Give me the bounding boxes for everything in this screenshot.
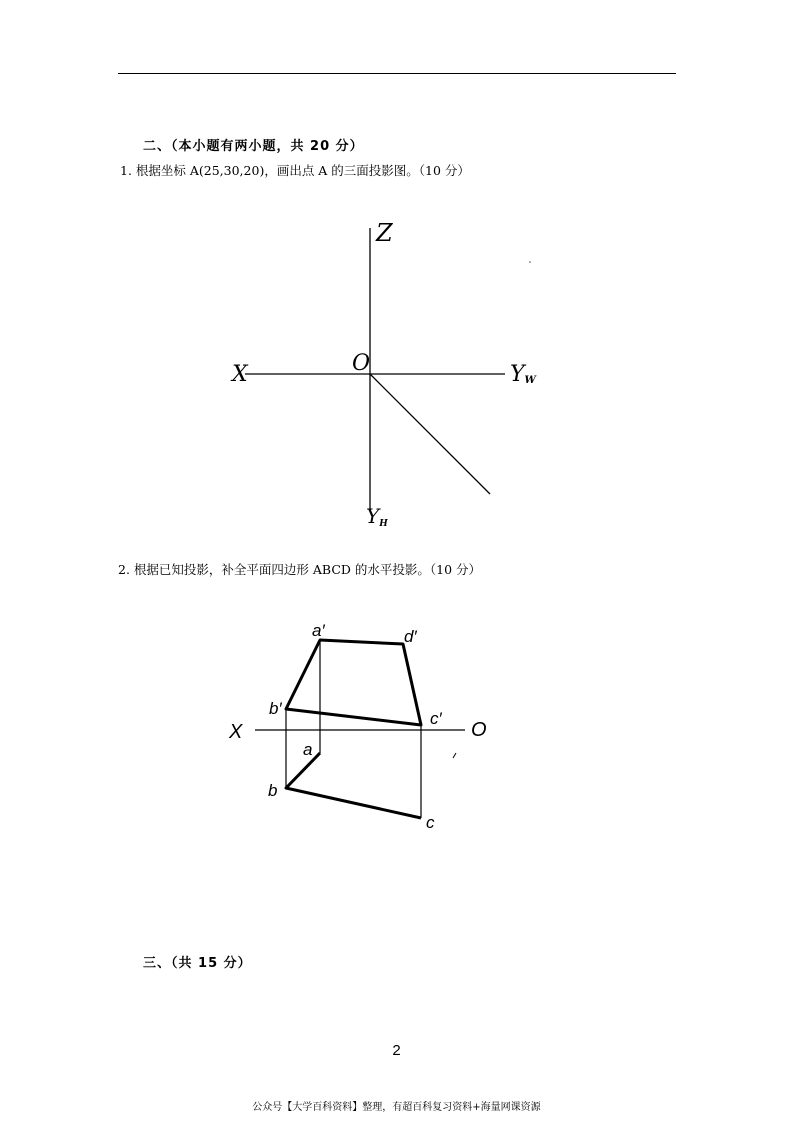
diagonal-line [370,374,490,494]
partial-horizontal-projection [286,753,421,818]
origin-label: O [352,351,371,376]
x-label: X [232,362,248,387]
footer-text: 公众号【大学百科资料】整理，有超百科复习资料+海量网课资源 [252,1102,541,1113]
axis-x-label: X [229,721,243,743]
page-number: 2 [392,1042,401,1059]
quadrilateral-diagram [220,610,500,840]
question-2-text: 2. 根据已知投影，补全平面四边形 ABCD 的水平投影。（10 分） [118,562,482,577]
question-1-text: 1. 根据坐标 A(25,30,20)，画出点 A 的三面投影图。（10 分） [120,163,470,178]
front-projection-quadrilateral [286,640,421,725]
z-label: Z [376,219,393,247]
scan-speck [529,261,531,263]
b-label: b [268,781,278,800]
header-rule [118,73,676,74]
yh-label: YH [366,504,388,529]
section-2-heading: 二、（本小题有两小题，共 20 分） [143,139,364,154]
section-3-heading: 三、（共 15 分） [143,956,252,971]
a-prime-label: a′ [312,621,325,640]
yw-label: YW [510,362,536,387]
stray-mark [453,753,456,758]
d-prime-label: d′ [404,627,417,646]
c-label: c [426,813,435,832]
axis-o-label: O [471,719,487,741]
a-label: a [303,740,313,759]
c-prime-label: c′ [430,709,442,728]
b-prime-label: b′ [269,699,282,718]
axes-diagram [220,210,550,530]
